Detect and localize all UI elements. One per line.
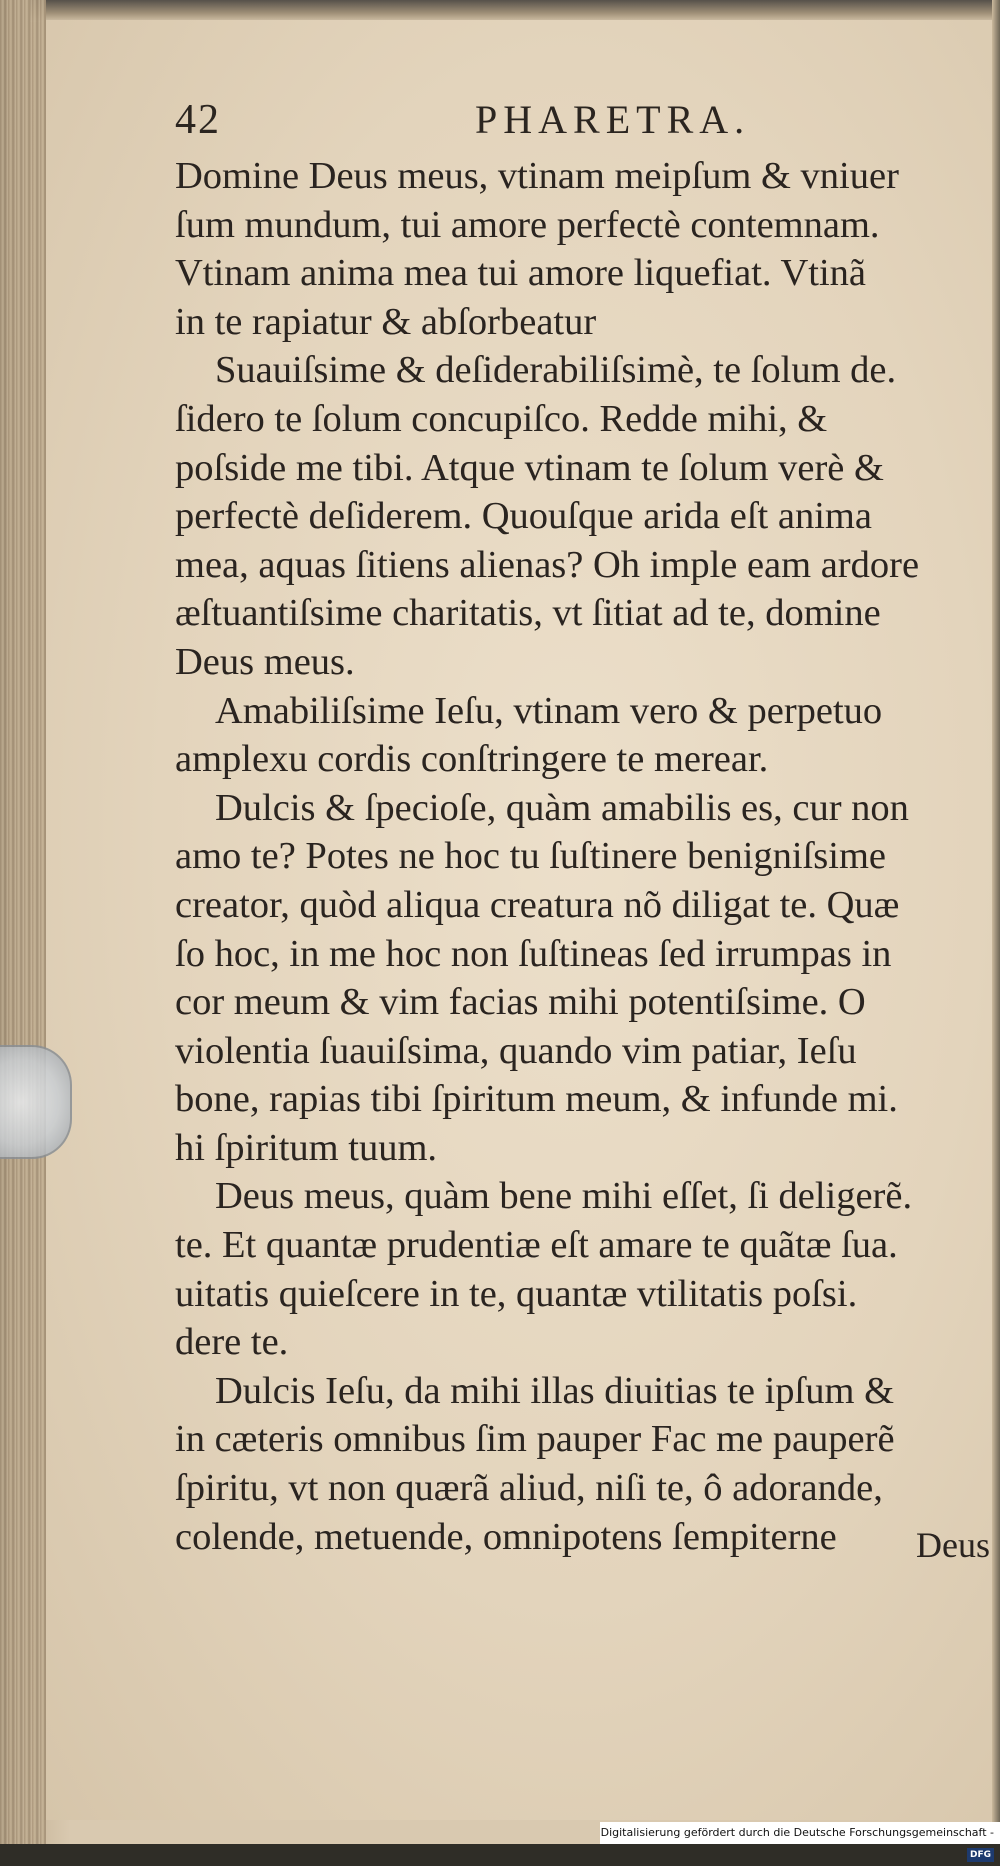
text-line: ſpiritu, vt non quærã aliud, niſi te, ô adorande, — [175, 1467, 883, 1510]
book-spine — [0, 0, 46, 1844]
text-line: cor meum & vim facias mihi potentiſsime. O — [175, 981, 866, 1024]
text-line: uitatis quieſcere in te, quantæ vtilitatis poſsi. — [175, 1272, 858, 1315]
dfg-logo-icon: DFG — [967, 1848, 994, 1862]
text-line: perfectè deſiderem. Quouſque arida eſt anima — [175, 495, 872, 538]
text-line: in cæteris omnibus ſim pauper Fac me pauperẽ — [175, 1418, 895, 1461]
digitization-credit — [600, 1822, 1000, 1860]
credit-text: Digitalisierung gefördert durch die Deutsche Forschungsgemeinschaft - — [600, 1826, 994, 1839]
page-header — [175, 96, 815, 156]
glass-page-clip — [0, 1045, 72, 1159]
text-line: ſidero te ſolum concupiſco. Redde mihi, & — [175, 397, 828, 440]
text-line: hi ſpiritum tuum. — [175, 1126, 438, 1169]
text-line: violentia ſuauiſsima, quando vim patiar, Ieſu — [175, 1029, 857, 1072]
text-line: bone, rapias tibi ſpiritum meum, & infunde mi. — [175, 1078, 898, 1121]
text-line: colende, metuende, omnipotens ſempiterne — [175, 1515, 837, 1558]
text-line: Amabiliſsime Ieſu, vtinam vero & perpetuo — [215, 689, 883, 732]
text-line: Dulcis & ſpecioſe, quàm amabilis es, cur non — [215, 786, 909, 829]
text-line: amo te? Potes ne hoc tu ſuſtinere benigniſsime — [175, 835, 887, 878]
text-line: Domine Deus meus, vtinam meipſum & vniuer — [175, 155, 899, 197]
text-line: Deus meus. — [175, 640, 355, 683]
text-line: ſum mundum, tui amore perfectè contemnam. — [175, 203, 880, 246]
text-line: in te rapiatur & abſorbeatur — [175, 300, 597, 343]
page-top-edge — [30, 0, 1000, 22]
text-line: poſside me tibi. Atque vtinam te ſolum verè & — [175, 446, 884, 489]
text-line: æſtuantiſsime charitatis, vt ſitiat ad te, domine — [175, 592, 881, 635]
body-text — [175, 152, 990, 1561]
text-line: mea, aquas ſitiens alienas? Oh imple eam ardore — [175, 543, 920, 586]
text-line: Suauiſsime & deſiderabiliſsimè, te ſolum de. — [215, 349, 897, 392]
text-line: amplexu cordis conſtringere te merear. — [175, 738, 769, 781]
text-line: te. Et quantæ prudentiæ eſt amare te quãtæ ſua. — [175, 1224, 898, 1267]
page-right-edge — [992, 0, 1000, 1844]
text-line: ſo hoc, in me hoc non ſuſtineas ſed irrumpas in — [175, 932, 892, 975]
text-line: Dulcis Ieſu, da mihi illas diuitias te ipſum & — [215, 1369, 895, 1412]
running-head: PHARETRA. — [475, 97, 751, 142]
text-line: creator, quòd aliqua creatura nõ diligat te. Quæ — [175, 883, 900, 926]
page-number: 42 — [175, 97, 221, 143]
text-line: dere te. — [175, 1321, 289, 1364]
text-line: Deus meus, quàm bene mihi eſſet, ſi deligerẽ. — [215, 1175, 913, 1218]
catchword: Deus — [916, 1525, 990, 1565]
text-line: Vtinam anima mea tui amore liquefiat. Vtinã — [175, 252, 867, 295]
